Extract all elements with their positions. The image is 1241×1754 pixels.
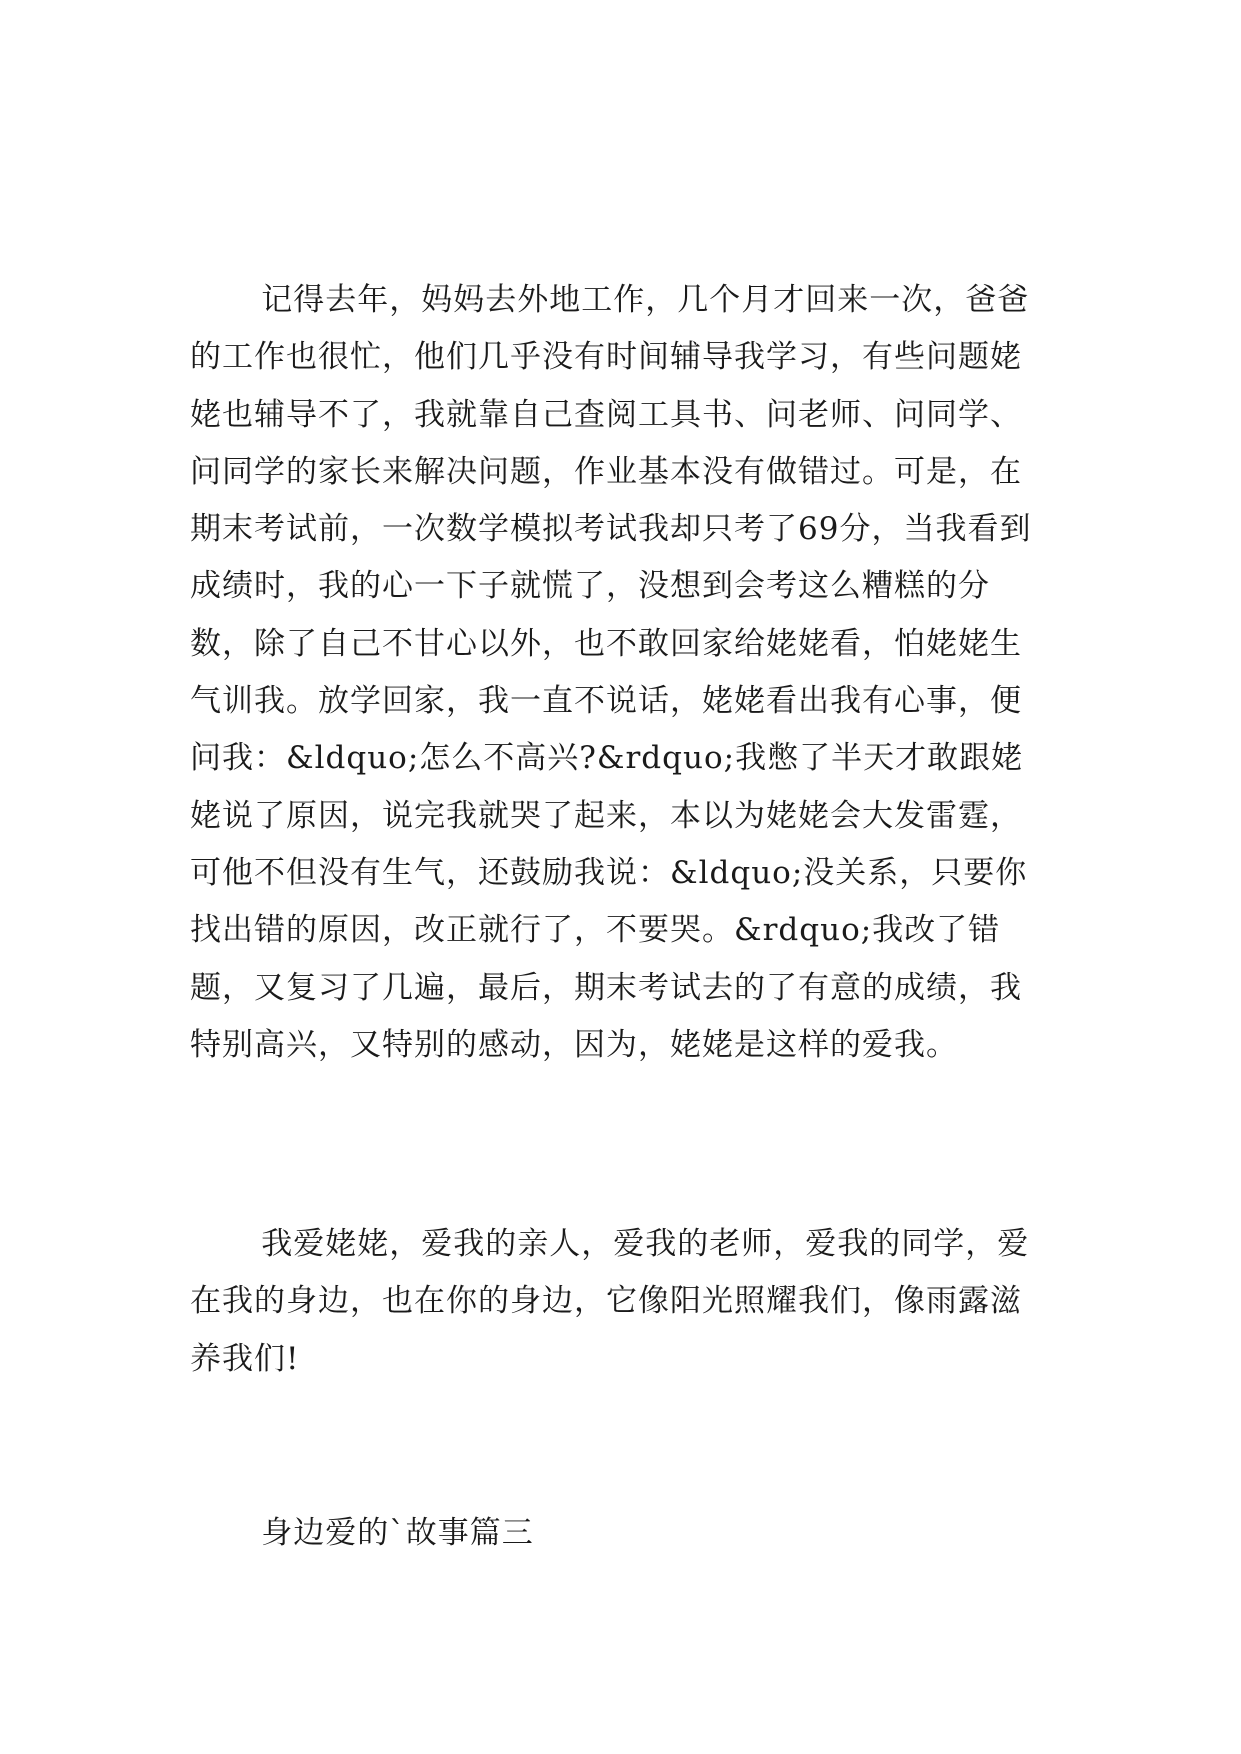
section-heading: 身边爱的`故事篇三	[261, 1515, 534, 1551]
paragraph-grandma-story: 记得去年，妈妈去外地工作，几个月才回来一次，爸爸的工作也很忙，他们几乎没有时间辅导我学习，有些问题姥姥也辅导不了，我就靠自己查阅工具书、问老师、问同学、问同学的家长来解决问题，作业基本没有做错过。可是，在期末考试前，一次数学模拟考试我却只考了69分，当我看到成绩时，我的心一下子就慌了，没想到会考这么糟糕的分数，除了自己不甘心以外，也不敢回家给姥姥看，怕姥姥生气训我。放学回家，我一直不说话，姥姥看出我有心事，便问我：&ldquo;怎么不高兴?&rdquo;我憋了半天才敢跟姥姥说了原因，说完我就哭了起来，本以为姥姥会大发雷霆，可他不但没有生气，还鼓励我说：&ldquo;没关系，只要你找出错的原因，改正就行了，不要哭。&rdquo;我改了错题，又复习了几遍，最后，期末考试去的了有意的成绩，我特别高兴，又特别的感动，因为，姥姥是这样的爱我。	[190, 282, 1032, 1063]
paragraph-love-closing: 我爱姥姥，爱我的亲人，爱我的老师，爱我的同学，爱在我的身边，也在你的身边，它像阳光照耀我们，像雨露滋养我们!	[190, 1226, 1030, 1377]
